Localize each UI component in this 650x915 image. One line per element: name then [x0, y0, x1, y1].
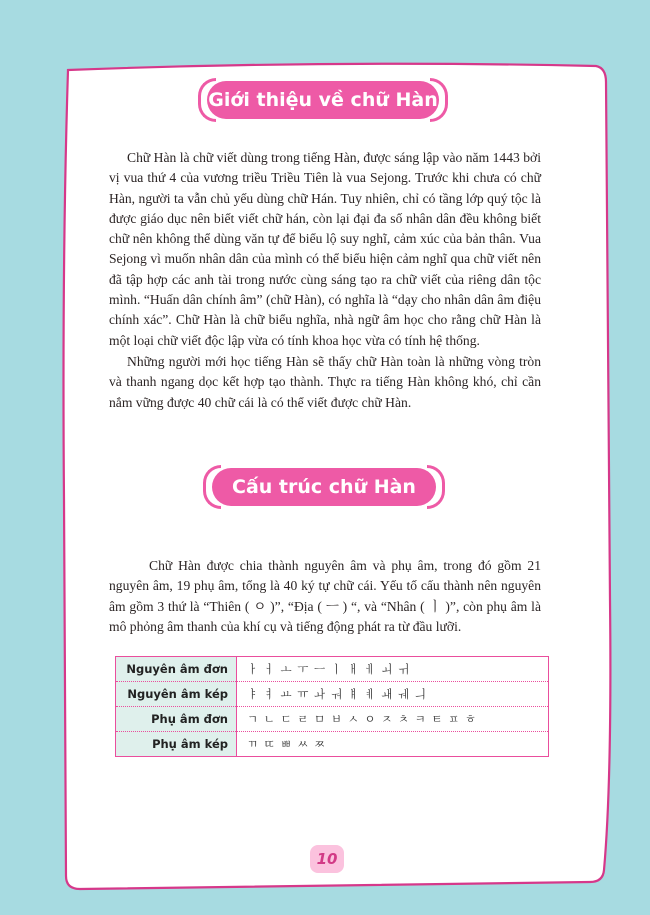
row-letters: ㅑ ㅕ ㅛ ㅠ ㅘ ㅝ ㅒ ㅖ ㅙ ㅞ ㅢ — [237, 682, 549, 707]
section1-title: Giới thiệu về chữ Hàn — [207, 81, 439, 119]
row-letters: ㅏ ㅓ ㅗ ㅜ ㅡ ㅣ ㅐ ㅔ ㅚ ㅟ — [237, 657, 549, 682]
row-letters: ㄱ ㄴ ㄷ ㄹ ㅁ ㅂ ㅅ ㅇ ㅈ ㅊ ㅋ ㅌ ㅍ ㅎ — [237, 707, 549, 732]
table-row — [116, 732, 549, 757]
section1-banner — [207, 81, 439, 119]
page-number: 10 — [310, 845, 344, 873]
row-label: Nguyên âm kép — [116, 682, 237, 707]
table-row — [116, 682, 549, 707]
table-row — [116, 657, 549, 682]
section1-paragraph-1: Chữ Hàn là chữ viết dùng trong tiếng Hàn, được sáng lập vào năm 1443 bởi vị vua thứ 4 của vương triều Triều Tiên là vua Sejong. Trước khi chưa có chữ Hàn, người ta vẫn chủ yếu dùng chữ Hán. Tuy nhiên, chỉ có tầng lớp quý tộc là được giáo dục nên biết viết chữ hán, còn lại đại đa số nhân dân đều không biết chữ nên không thể dùng văn tự để biểu lộ suy nghĩ, cảm xúc của bản thân. Vua Sejong vì muốn nhân dân của mình có thể biểu hiện cảm nghĩ qua chữ viết nên đã tập hợp các anh tài trong nước cùng sáng tạo ra chữ viết của riêng dân tộc mình. “Huấn dân chính âm” (chữ Hàn), có nghĩa là “dạy cho nhân dân âm điệu chính xác”. Chữ Hàn là chữ biểu nghĩa, nhà ngữ âm học cho rằng chữ Hàn là một loại chữ viết độc lập vừa có tính khoa học vừa có tính hệ thống. — [109, 150, 541, 348]
section2-paragraph: Chữ Hàn được chia thành nguyên âm và phụ âm, trong đó gồm 21 nguyên âm, 19 phụ âm, tổng là 40 ký tự chữ cái. Yếu tố cấu thành nên nguyên âm gồm 3 thứ là “Thiên ( ㅇ )”, “Địa ( ㅡ ) “, và “Nhân ( ㅣ )”, còn phụ âm là mô phỏng âm thanh của khí cụ và tiếng động phát ra từ đầu lưỡi. — [109, 558, 541, 634]
section1-paragraph-2: Những người mới học tiếng Hàn sẽ thấy chữ Hàn toàn là những vòng tròn và thanh ngang dọc kết hợp tạo thành. Thực ra tiếng Hàn không khó, chỉ cần nắm vững được 40 chữ cái là có thể viết được chữ Hàn. — [109, 354, 541, 410]
row-label: Nguyên âm đơn — [116, 657, 237, 682]
table-row — [116, 707, 549, 732]
row-label: Phụ âm kép — [116, 732, 237, 757]
row-letters: ㄲ ㄸ ㅃ ㅆ ㅉ — [247, 737, 327, 751]
section2-title: Cấu trúc chữ Hàn — [212, 468, 436, 506]
alphabet-table — [115, 656, 549, 757]
section2-banner — [212, 468, 436, 506]
row-label: Phụ âm đơn — [116, 707, 237, 732]
